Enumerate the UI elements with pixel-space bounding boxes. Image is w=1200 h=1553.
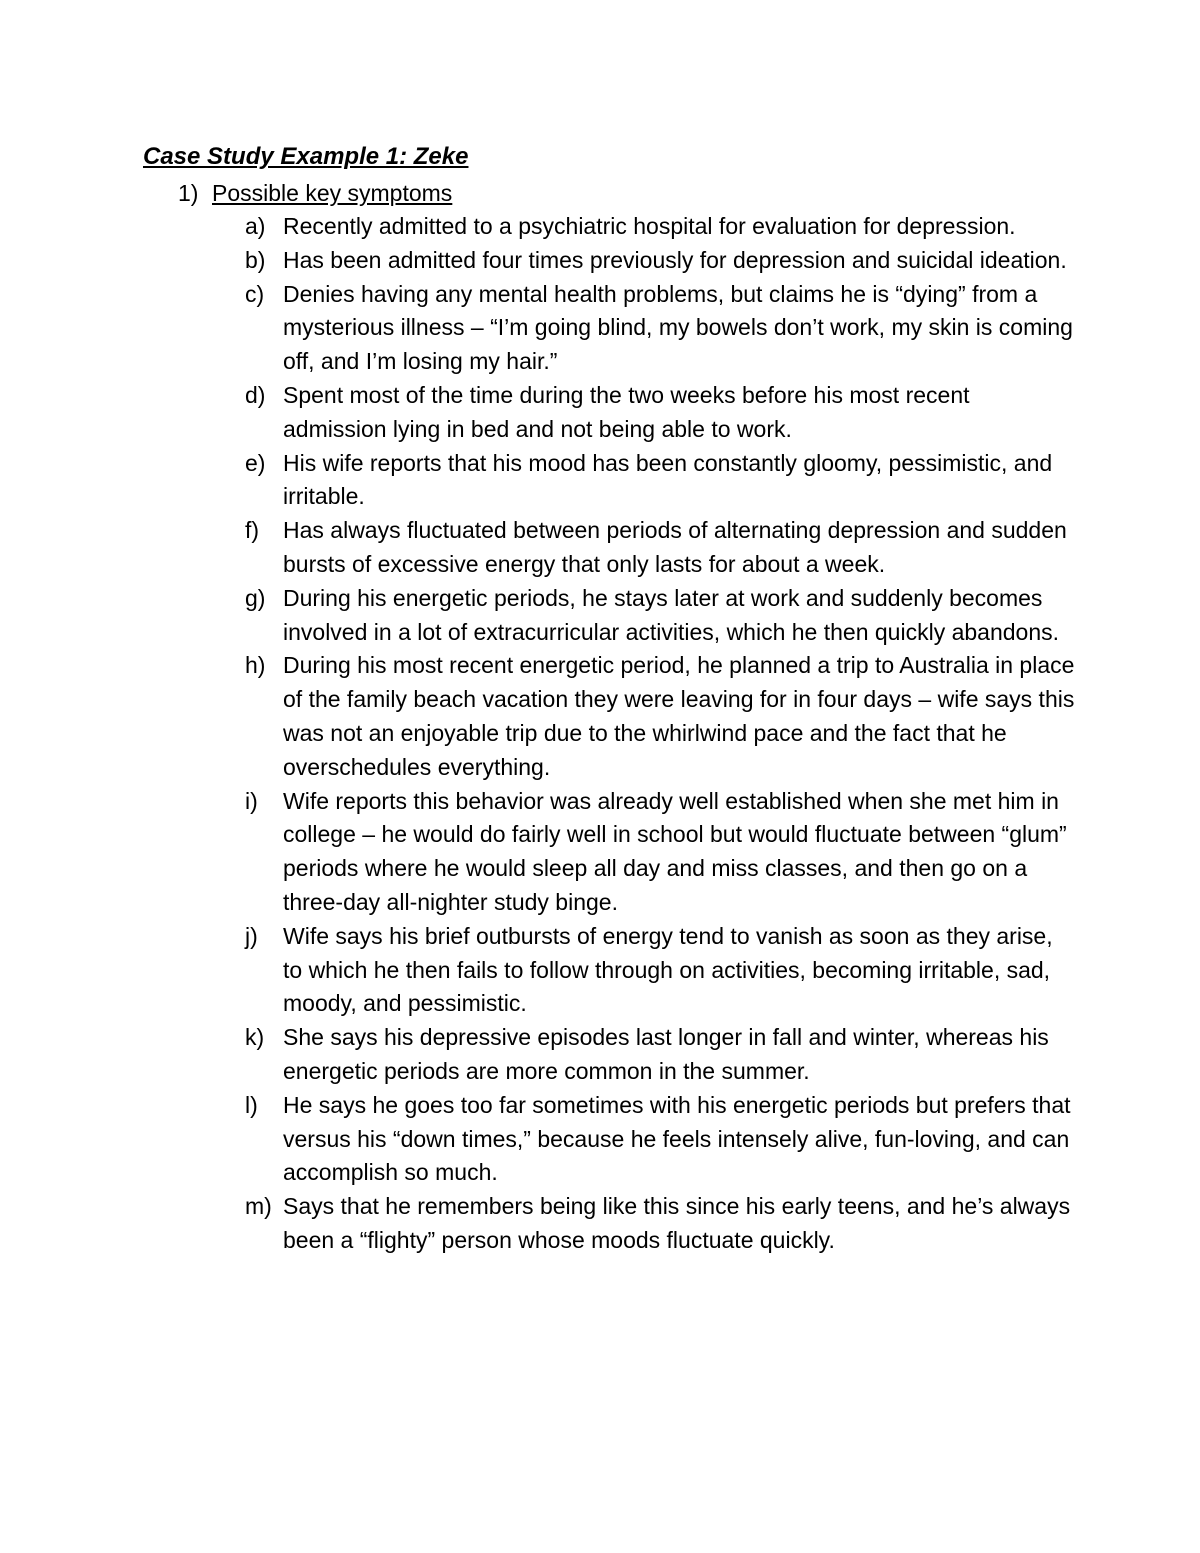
list-item-text: During his energetic periods, he stays later at work and suddenly becomes involved in a lot of extracurricular activities, which he then quickly abandons. — [283, 584, 1060, 645]
list-item-text: Denies having any mental health problems, but claims he is “dying” from a mysterious illness – “I’m going blind, my bowels don’t work, my skin is coming off, and I’m losing my hair.” — [283, 280, 1073, 375]
list-item — [245, 582, 1075, 650]
list-item — [245, 1190, 1075, 1258]
list-item-marker: e) — [245, 449, 266, 476]
list-item-text: During his most recent energetic period, he planned a trip to Australia in place of the family beach vacation they were leaving for in four days – wife says this was not an enjoyable trip due to the whirlwind pace and the fact that he overschedules everything. — [283, 652, 1075, 780]
list-item-marker: g) — [245, 584, 266, 611]
list-item-text: Has always fluctuated between periods of alternating depression and sudden bursts of excessive energy that only lasts for about a week. — [283, 517, 1067, 577]
list-item — [245, 649, 1075, 784]
list-item — [245, 514, 1075, 582]
list-item — [245, 244, 1075, 278]
symptom-list — [245, 210, 1075, 1258]
list-item-text: Wife says his brief outbursts of energy tend to vanish as soon as they arise, to which he then fails to follow through on activities, becoming irritable, sad, moody, and pessimistic. — [283, 922, 1053, 1017]
list-item-marker: j) — [245, 922, 258, 949]
list-item — [245, 1089, 1075, 1190]
list-item-marker: i) — [245, 787, 258, 814]
list-item-marker: d) — [245, 381, 266, 408]
list-item-marker: c) — [245, 280, 265, 307]
list-item — [245, 920, 1075, 1021]
list-item-text: Wife reports this behavior was already well established when she met him in college – he would do fairly well in school but would fluctuate between “glum” periods where he would sleep all day and miss classes, and then go on a three-day all-nighter study binge. — [283, 787, 1067, 915]
list-item-text: Has been admitted four times previously for depression and suicidal ideation. — [283, 246, 1067, 273]
list-item-marker: m) — [245, 1193, 272, 1220]
list-item — [245, 447, 1075, 515]
list-item-marker: l) — [245, 1091, 258, 1118]
list-item-marker: a) — [245, 213, 266, 239]
list-item-marker: k) — [245, 1024, 265, 1051]
list-item-text: She says his depressive episodes last longer in fall and winter, whereas his energetic periods are more common in the summer. — [283, 1024, 1049, 1084]
section-label: Possible key symptoms — [212, 180, 453, 206]
section-number: 1) — [178, 180, 199, 206]
list-item-text: Spent most of the time during the two weeks before his most recent admission lying in bed and not being able to work. — [283, 381, 970, 442]
list-item-marker: h) — [245, 652, 266, 679]
list-item — [245, 278, 1075, 379]
list-item-text: He says he goes too far sometimes with his energetic periods but prefers that versus his “down times,” because he feels intensely alive, fun-loving, and can accomplish so much. — [283, 1091, 1071, 1186]
list-item-text: His wife reports that his mood has been constantly gloomy, pessimistic, and irritable. — [283, 449, 1053, 510]
list-item-text: Says that he remembers being like this since his early teens, and he’s always been a “flighty” person whose moods fluctuate quickly. — [283, 1193, 1071, 1253]
list-item-marker: b) — [245, 246, 266, 273]
page-title: Case Study Example 1: Zeke — [143, 143, 469, 170]
section-heading — [178, 176, 452, 210]
list-item — [245, 210, 1075, 244]
list-item-marker: f) — [245, 517, 260, 544]
list-item — [245, 379, 1075, 447]
list-item — [245, 785, 1075, 920]
list-item-text: Recently admitted to a psychiatric hospital for evaluation for depression. — [283, 213, 1016, 239]
list-item — [245, 1021, 1075, 1089]
